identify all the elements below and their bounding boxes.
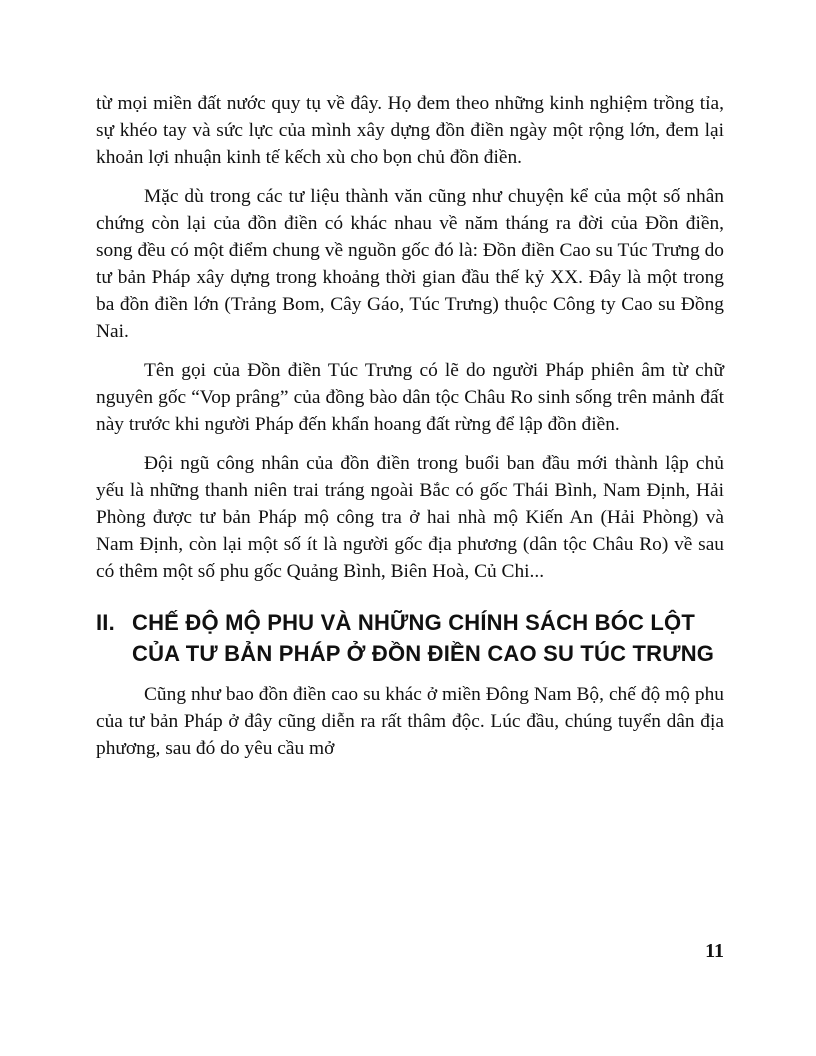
paragraph-origin: Mặc dù trong các tư liệu thành văn cũng như chuyện kể của một số nhân chứng còn lại của đồn điền có khác nhau về năm tháng ra đời của Đồn điền, song đều có một điểm chung về nguồn gốc đó là: Đồn điền Cao su Túc Trưng do tư bản Pháp xây dựng trong khoảng thời gian đầu thế kỷ XX. Đây là một trong ba đồn điền lớn (Trảng Bom, Cây Gáo, Túc Trưng) thuộc Công ty Cao su Đồng Nai. (96, 186, 724, 342)
section-title: CHẾ ĐỘ MỘ PHU VÀ NHỮNG CHÍNH SÁCH BÓC LỘT CỦA TƯ BẢN PHÁP Ở ĐỒN ĐIỀN CAO SU TÚC TRƯNG (132, 610, 715, 666)
paragraph-continuation: từ mọi miền đất nước quy tụ về đây. Họ đem theo những kinh nghiệm trồng tỉa, sự khéo tay và sức lực của mình xây dựng đồn điền ngày một rộng lớn, đem lại khoản lợi nhuận kinh tế kếch xù cho bọn chủ đồn điền. (96, 93, 724, 168)
paragraph-workforce: Đội ngũ công nhân của đồn điền trong buổi ban đầu mới thành lập chủ yếu là những thanh niên trai tráng ngoài Bắc có gốc Thái Bình, Nam Định, Hải Phòng được tư bản Pháp mộ công tra ở hai nhà mộ Kiến An (Hải Phòng) và Nam Định, còn lại một số ít là người gốc địa phương (dân tộc Châu Ro) về sau có thêm một số phu gốc Quảng Bình, Biên Hoà, Củ Chi... (96, 453, 724, 582)
paragraph-recruitment: Cũng như bao đồn điền cao su khác ở miền Đông Nam Bộ, chế độ mộ phu của tư bản Pháp ở đây cũng diễn ra rất thâm độc. Lúc đầu, chúng tuyển dân địa phương, sau đó do yêu cầu mở (96, 684, 724, 759)
page-number: 11 (705, 940, 724, 962)
section-heading (96, 607, 724, 669)
section-number: II. (96, 610, 115, 635)
page-body (96, 90, 724, 774)
paragraph-name-origin: Tên gọi của Đồn điền Túc Trưng có lẽ do người Pháp phiên âm từ chữ nguyên gốc “Vop prâng” của đồng bào dân tộc Châu Ro sinh sống trên mảnh đất này trước khi người Pháp đến khẩn hoang đất rừng để lập đồn điền. (96, 360, 724, 435)
